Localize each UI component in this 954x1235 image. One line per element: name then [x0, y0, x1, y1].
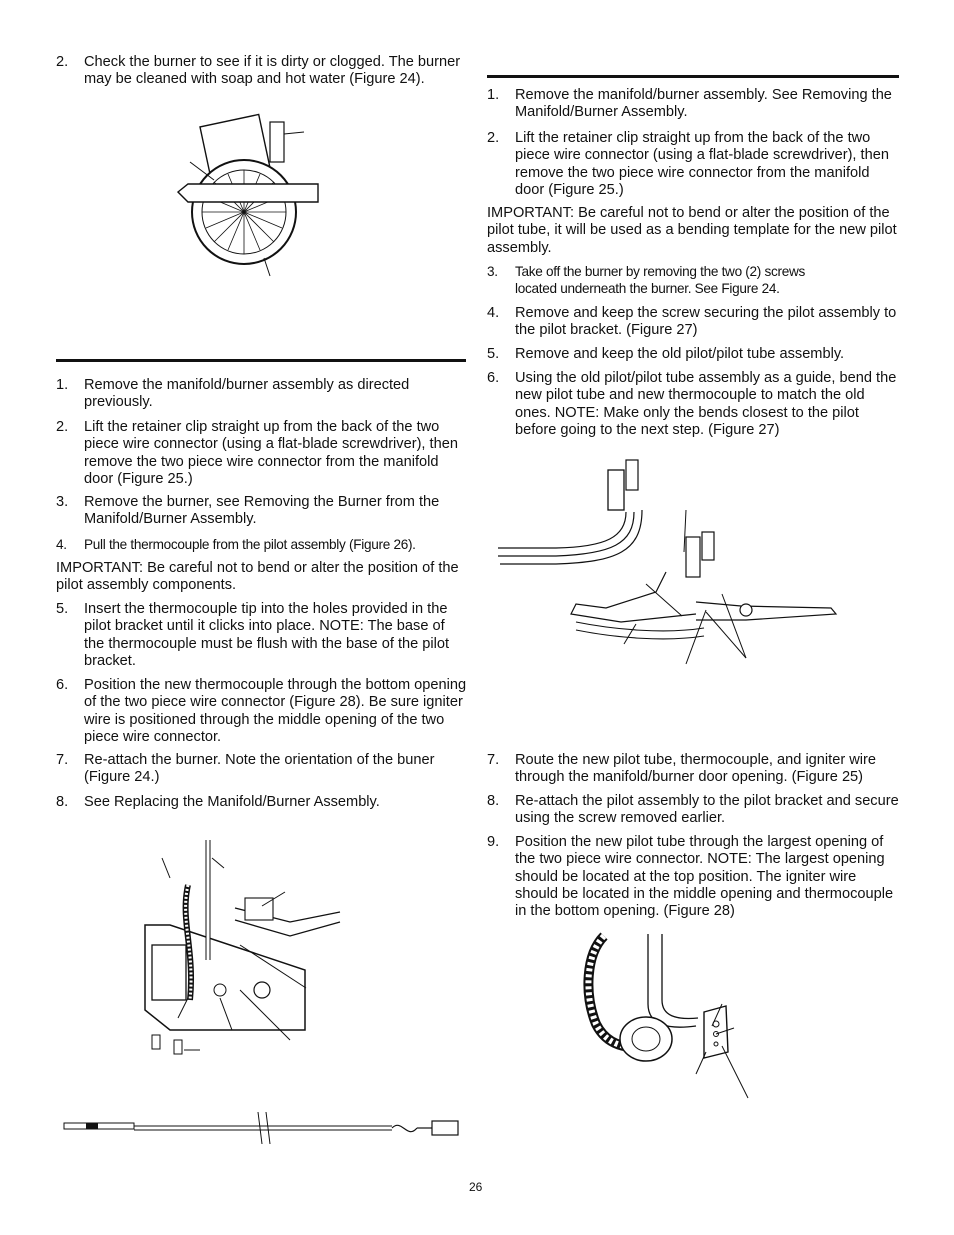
step-number: 6.: [56, 677, 69, 693]
step-number: 2.: [56, 419, 69, 435]
manifold-door-figure: [140, 830, 360, 1060]
step-text: Re-attach the burner. Note the orientation of the buner (Figure 24.): [84, 752, 435, 786]
important-note: IMPORTANT: Be careful not to bend or alter the position of the pilot tube, it will be used as a bending template for the new pilot assembly.: [487, 205, 897, 256]
step-number: 5.: [56, 601, 69, 617]
wire-connector-figure: [576, 934, 756, 1102]
section-rule: [56, 359, 466, 362]
step-text: Re-attach the pilot assembly to the pilot bracket and secure using the screw removed earlier.: [515, 793, 899, 827]
step-text: Pull the thermocouple from the pilot assembly (Figure 26).: [84, 537, 416, 552]
step-text: Check the burner to see if it is dirty or clogged. The burner may be cleaned with soap and hot water (Figure 24).: [84, 54, 461, 88]
section-rule: [487, 75, 899, 78]
step-number: 7.: [487, 752, 500, 768]
step-text: Remove the manifold/burner assembly as directed previously.: [84, 377, 410, 411]
step-number: 5.: [487, 346, 500, 362]
step-number: 8.: [56, 794, 69, 810]
page-number: 26: [469, 1180, 483, 1194]
thermocouple-figure: [62, 1110, 462, 1146]
step-number: 1.: [56, 377, 69, 393]
important-note: IMPORTANT: Be careful not to bend or alter the position of the pilot assembly components.: [56, 560, 459, 594]
step-text: Insert the thermocouple tip into the holes provided in the pilot bracket until it clicks into place. NOTE: The base of the thermocouple must be flush with the base of the pilot bracket.: [84, 601, 450, 669]
step-text: Remove the manifold/burner assembly. See Removing the Manifold/Burner Assembly.: [515, 87, 892, 121]
step-text: Lift the retainer clip straight up from the back of the two piece wire connector (using a flat-blade screwdriver), then remove the two piece wire connector from the manifold door (Figure 25.): [515, 130, 889, 198]
step-number: 8.: [487, 793, 500, 809]
pilot-assembly-figure: [496, 452, 841, 667]
step-number: 2.: [56, 54, 69, 70]
step-number: 9.: [487, 834, 500, 850]
step-text: See Replacing the Manifold/Burner Assembly.: [84, 794, 380, 810]
step-number: 3.: [487, 264, 498, 279]
step-number: 4.: [56, 537, 67, 552]
step-text: Lift the retainer clip straight up from the back of the two piece wire connector (using a flat-blade screwdriver), then remove the two piece wire connector from the manifold door (Figure 25.): [84, 419, 458, 487]
step-text: Remove and keep the old pilot/pilot tube assembly.: [515, 346, 845, 362]
step-text: Take off the burner by removing the two (2) screws located underneath the burner. See Figure 24.: [515, 264, 805, 297]
step-text: Route the new pilot tube, thermocouple, and igniter wire through the manifold/burner door opening. (Figure 25): [515, 752, 877, 786]
step-number: 2.: [487, 130, 500, 146]
step-text: Position the new pilot tube through the largest opening of the two piece wire connector. NOTE: The largest opening should be located at the top position. The igniter wire should be located in the middle opening and thermocouple in the bottom opening. (Figure 28): [515, 834, 894, 920]
step-number: 7.: [56, 752, 69, 768]
step-text: Using the old pilot/pilot tube assembly as a guide, bend the new pilot tube and new thermocouple to match the old ones. NOTE: Make only the bends closest to the pilot before going to the next step. (Figure 27): [515, 370, 897, 438]
step-number: 4.: [487, 305, 500, 321]
step-text: Remove the burner, see Removing the Burner from the Manifold/Burner Assembly.: [84, 494, 440, 528]
step-number: 3.: [56, 494, 69, 510]
burner-figure: [178, 112, 318, 282]
step-number: 1.: [487, 87, 500, 103]
step-text: Remove and keep the screw securing the pilot assembly to the pilot bracket. (Figure 27): [515, 305, 897, 339]
step-number: 6.: [487, 370, 500, 386]
step-text: Position the new thermocouple through the bottom opening of the two piece wire connector (Figure 28). Be sure igniter wire is positioned through the middle opening of the two piece wire connector.: [84, 677, 467, 745]
